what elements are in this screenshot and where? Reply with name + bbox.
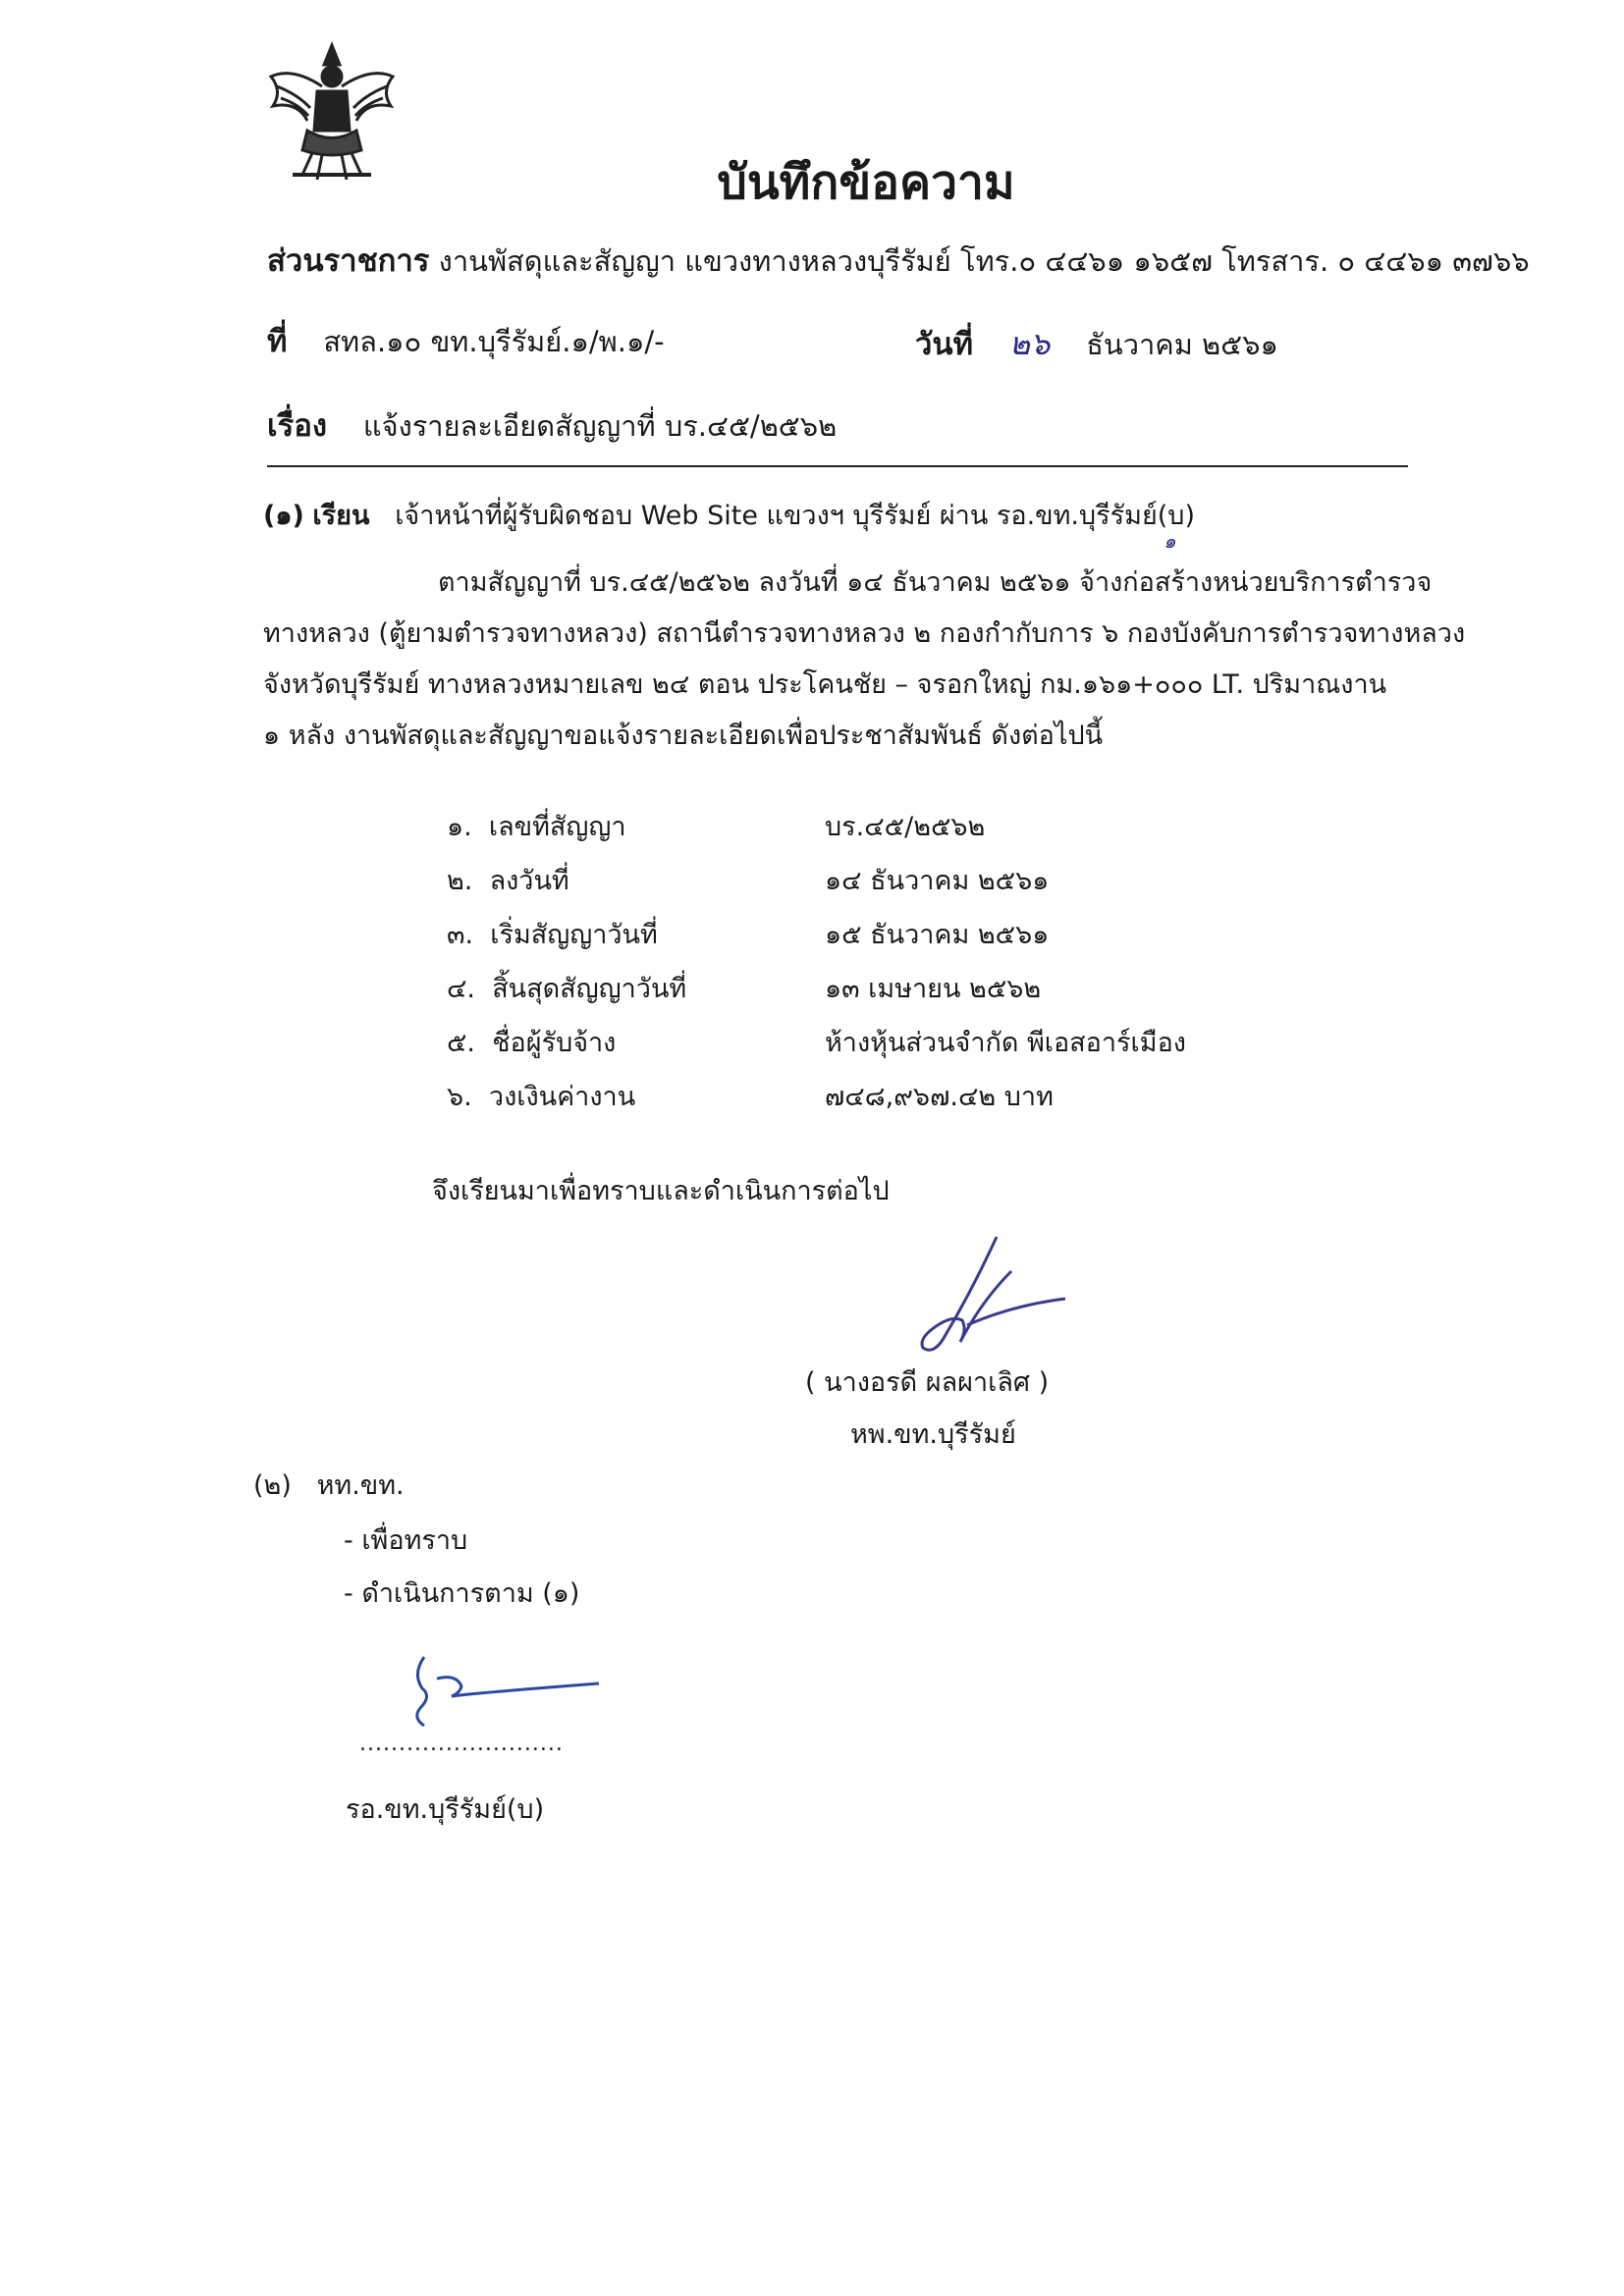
memo-title: บันทึกข้อความ xyxy=(717,155,1015,210)
detail-item: ๒. ลงวันที่ xyxy=(447,866,569,896)
header-rule xyxy=(267,465,1408,467)
forward-position: รอ.ขท.บุรีรัมย์(บ) xyxy=(346,1794,545,1825)
date-month-year: ธันวาคม ๒๕๖๑ xyxy=(1086,328,1278,361)
department-label: ส่วนราชการ xyxy=(267,243,430,279)
paragraph-line: ทางหลวง (ตู้ยามตำรวจทางหลวง) สถานีตำรวจทางหลวง ๒ กองกำกับการ ๖ กองบังคับการตำรวจทางหลวง xyxy=(263,618,1466,649)
body-paragraph xyxy=(263,558,1466,762)
detail-item: ๔. สิ้นสุดสัญญาวันที่ xyxy=(447,974,687,1004)
detail-value: ๑๓ เมษายน ๒๕๖๒ xyxy=(825,974,1042,1004)
forward-action: - ดำเนินการตาม (๑) xyxy=(344,1578,580,1609)
paragraph-line: จังหวัดบุรีรัมย์ ทางหลวงหมายเลข ๒๔ ตอน ประโคนชัย – จรอกใหญ่ กม.๑๖๑+๐๐๐ LT. ปริมาณงาน xyxy=(263,669,1387,700)
date-label: วันที่ xyxy=(915,327,974,362)
subject-line xyxy=(267,400,837,450)
signature-dots: .......................... xyxy=(359,1732,564,1756)
to-label: เรียน xyxy=(312,501,370,531)
paragraph-line: ตามสัญญาที่ บร.๔๕/๒๕๖๒ ลงวันที่ ๑๔ ธันวาคม ๒๕๖๑ จ้างก่อสร้างหน่วยบริการตำรวจ xyxy=(438,567,1433,598)
detail-item: ๑. เลขที่สัญญา xyxy=(447,812,626,842)
subject-value: แจ้งรายละเอียดสัญญาที่ บร.๔๕/๒๕๖๒ xyxy=(362,409,838,443)
forward-line xyxy=(253,1461,405,1512)
forward-action: - เพื่อทราบ xyxy=(344,1525,468,1556)
department-line xyxy=(267,236,1530,285)
detail-item: ๕. ชื่อผู้รับจ้าง xyxy=(447,1028,617,1058)
signature-1 xyxy=(913,1232,1070,1360)
to-number: (๑) xyxy=(263,501,304,531)
paragraph-line: ๑ หลัง งานพัสดุและสัญญาขอแจ้งรายละเอียดเพื่อประชาสัมพันธ์ ดังต่อไปนี้ xyxy=(263,721,1104,751)
detail-value: ๗๔๘,๙๖๗.๔๒ บาท xyxy=(825,1082,1054,1112)
signer-name: ( นางอรดี ผลผาเลิศ ) xyxy=(805,1367,1050,1398)
detail-value: ๑๔ ธันวาคม ๒๕๖๑ xyxy=(825,866,1050,896)
forward-to: หท.ขท. xyxy=(316,1470,405,1501)
detail-item: ๓. เริ่มสัญญาวันที่ xyxy=(447,920,658,950)
reference-line xyxy=(267,316,665,365)
closing-line: จึงเรียนมาเพื่อทราบและดำเนินการต่อไป xyxy=(432,1176,890,1206)
margin-mark: ๑ xyxy=(1164,529,1176,553)
signer-position: หพ.ขท.บุรีรัมย์ xyxy=(850,1419,1016,1450)
subject-label: เรื่อง xyxy=(267,408,328,444)
to-value: เจ้าหน้าที่ผู้รับผิดชอบ Web Site แขวงฯ บุรีรัมย์ ผ่าน รอ.ขท.บุรีรัมย์(บ) xyxy=(395,501,1195,531)
date-line xyxy=(915,319,1278,369)
detail-item: ๖. วงเงินค่างาน xyxy=(447,1082,636,1112)
forward-number: (๒) xyxy=(253,1470,292,1501)
to-line xyxy=(263,491,1195,542)
detail-value: บร.๔๕/๒๕๖๒ xyxy=(825,812,986,842)
date-day-handwritten: ๒๖ xyxy=(1008,325,1051,362)
detail-value: ห้างหุ้นส่วนจำกัด พีเอสอาร์เมือง xyxy=(825,1028,1186,1058)
department-value: งานพัสดุและสัญญา แขวงทางหลวงบุรีรัมย์ โทร.๐ ๔๔๖๑ ๑๖๕๗ โทรสาร. ๐ ๔๔๖๑ ๓๗๖๖ xyxy=(438,244,1530,278)
reference-value: สทล.๑๐ ขท.บุรีรัมย์.๑/พ.๑/- xyxy=(323,325,665,358)
reference-label: ที่ xyxy=(267,324,288,359)
detail-value: ๑๕ ธันวาคม ๒๕๖๑ xyxy=(825,920,1050,950)
